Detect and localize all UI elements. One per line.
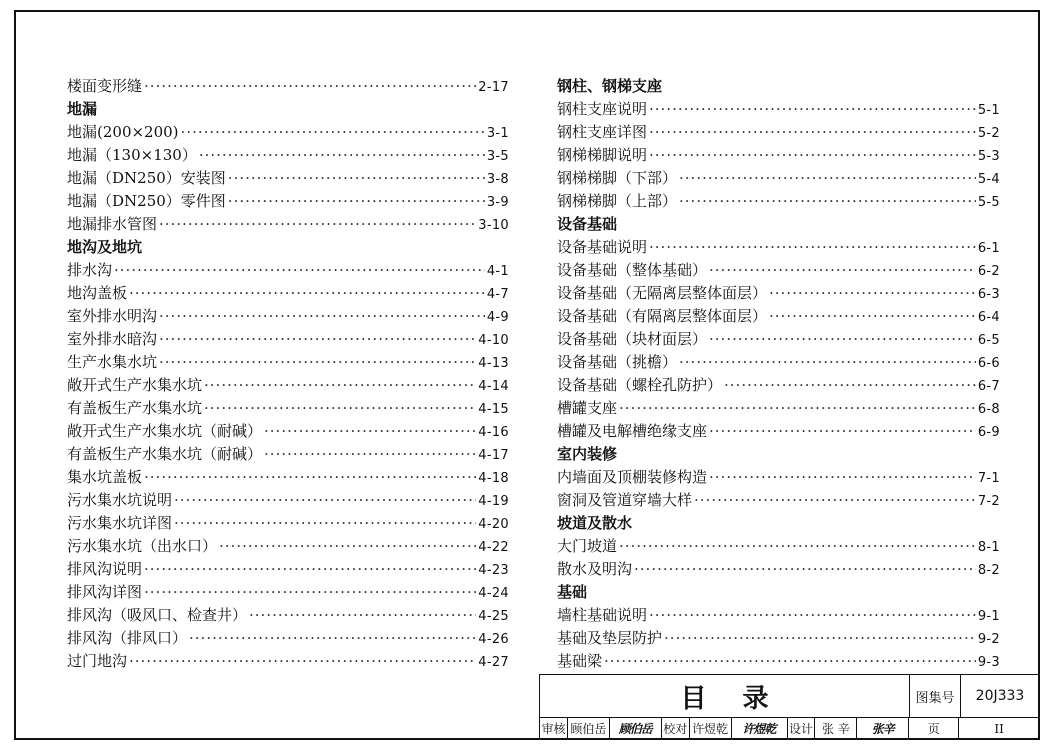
toc-entry-title: 设备基础（块材面层） [557,330,708,348]
toc-entry [67,604,509,627]
toc-entry-title: 基础梁 [557,652,603,670]
dot-leader [709,466,976,489]
toc-entry [67,466,509,489]
section-heading-text: 地漏 [67,100,98,118]
toc-entry [557,305,1000,328]
toc-entry [67,305,509,328]
dot-leader [228,167,485,190]
toc-right-column [557,75,1000,673]
dot-leader [204,397,476,420]
toc-entry-title: 室外排水暗沟 [67,330,158,348]
dot-leader [694,489,976,512]
dot-leader [709,328,976,351]
page-label: 页 [909,717,959,740]
toc-entry-title: 过门地沟 [67,652,128,670]
toc-entry-title: 敞开式生产水集水坑（耐碱） [67,422,263,440]
toc-entry-page: 4-13 [478,356,509,371]
toc-entry-page: 4-24 [478,586,509,601]
dot-leader [144,581,476,604]
dot-leader [619,397,976,420]
toc-entry-page: 6-6 [977,356,1000,371]
toc-entry-page: 5-5 [977,195,1000,210]
toc-entry [67,420,509,443]
toc-entry [67,397,509,420]
toc-entry [557,627,1000,650]
toc-entry [557,489,1000,512]
check-name: 许煜乾 [690,717,732,740]
toc-entry-title: 大门坡道 [557,537,618,555]
toc-entry [67,650,509,673]
toc-section-heading [67,98,509,121]
toc-entry-page: 4-16 [478,425,509,440]
title-block-set-label: 图集号 [910,675,961,717]
toc-entry-title: 排水沟 [67,261,113,279]
toc-entry [557,121,1000,144]
toc-entry-page: 6-5 [977,333,1000,348]
dot-leader [228,190,485,213]
toc-entry-title: 设备基础说明 [557,238,648,256]
toc-entry [557,236,1000,259]
design-name: 张 辛 [815,717,857,740]
toc-entry-page: 6-7 [977,379,1000,394]
toc-entry [67,489,509,512]
dot-leader [189,627,476,650]
title-block-title: 目录 [540,675,910,717]
dot-leader [769,305,976,328]
toc-entry [67,282,509,305]
toc-entry-page: 5-2 [977,126,1000,141]
toc-entry-page: 6-4 [977,310,1000,325]
section-heading-text: 坡道及散水 [557,514,633,532]
toc-entry-page: 7-1 [977,471,1000,486]
toc-entry [67,443,509,466]
toc-entry-page: 6-3 [977,287,1000,302]
dot-leader [649,236,976,259]
toc-entry-page: 7-2 [977,494,1000,509]
page-number: II [994,721,1004,736]
toc-entry-page: 6-8 [977,402,1000,417]
toc-entry-title: 槽罐支座 [557,399,618,417]
review-name: 顾伯岳 [568,717,610,740]
toc-entry [557,259,1000,282]
toc-entry [67,581,509,604]
toc-entry-title: 设备基础（有隔离层整体面层） [557,307,768,325]
toc-entry-title: 集水坑盖板 [67,468,143,486]
toc-entry-page: 4-22 [478,540,509,555]
dot-leader [144,466,476,489]
section-heading-text: 钢柱、钢梯支座 [557,77,663,95]
toc-entry [557,604,1000,627]
toc-entry-title: 有盖板生产水集水坑（耐碱） [67,445,263,463]
toc-entry-page: 4-20 [478,517,509,532]
dot-leader [159,213,476,236]
toc-section-heading [557,443,1000,466]
toc-entry-page: 5-3 [977,149,1000,164]
toc-entry-title: 槽罐及电解槽绝缘支座 [557,422,708,440]
section-heading-text: 室内装修 [557,445,618,463]
toc-entry-page: 6-2 [977,264,1000,279]
toc-entry-title: 地漏（130×130） [67,146,197,164]
toc-entry-title: 钢梯梯脚（下部） [557,169,678,187]
toc-entry [557,535,1000,558]
toc-entry [67,75,509,98]
toc-entry [67,167,509,190]
toc-entry-title: 基础及垫层防护 [557,629,663,647]
toc-entry [557,282,1000,305]
dot-leader [649,604,976,627]
title-block [539,674,1039,739]
toc-entry-page: 6-9 [977,425,1000,440]
toc-entry-page: 4-1 [486,264,509,279]
dot-leader [264,443,476,466]
toc-entry-page: 3-8 [486,172,509,187]
dot-leader [219,535,476,558]
toc-section-heading [67,236,509,259]
toc-entry [557,650,1000,673]
dot-leader [769,282,976,305]
title-block-sign-row [540,717,1039,740]
toc-entry [67,558,509,581]
dot-leader [634,558,976,581]
toc-entry-title: 地沟盖板 [67,284,128,302]
dot-leader [144,75,476,98]
toc-entry-title: 墙柱基础说明 [557,606,648,624]
toc-entry [557,144,1000,167]
toc-entry-page: 9-3 [977,655,1000,670]
toc-entry-title: 地漏排水管图 [67,215,158,233]
dot-leader [709,259,976,282]
toc-entry [67,512,509,535]
dot-leader [709,420,976,443]
toc-entry-page: 4-17 [478,448,509,463]
toc-entry-title: 设备基础（无隔离层整体面层） [557,284,768,302]
toc-entry-page: 4-7 [486,287,509,302]
toc-entry [67,259,509,282]
dot-leader [199,144,485,167]
toc-entry [67,328,509,351]
toc-entry-title: 地漏（DN250）零件图 [67,192,226,210]
toc-entry [67,144,509,167]
toc-entry-page: 4-23 [478,563,509,578]
toc-entry-page: 4-26 [478,632,509,647]
section-heading-text: 地沟及地坑 [67,238,143,256]
toc-entry-page: 8-2 [977,563,1000,578]
toc-entry-page: 4-10 [478,333,509,348]
toc-entry [67,351,509,374]
toc-entry [67,121,509,144]
toc-entry [557,190,1000,213]
toc-entry [67,627,509,650]
toc-section-heading [557,581,1000,604]
review-label: 审核 [540,717,568,740]
toc-entry-page: 8-1 [977,540,1000,555]
design-label: 设计 [788,717,816,740]
dot-leader [174,489,476,512]
toc-entry-title: 设备基础（螺栓孔防护） [557,376,723,394]
toc-entry-page: 4-25 [478,609,509,624]
toc-entry-page: 9-2 [977,632,1000,647]
toc-entry [67,213,509,236]
toc-entry-page: 2-17 [478,80,509,95]
toc-entry [557,351,1000,374]
title-block-top-row [540,675,1039,718]
dot-leader [249,604,476,627]
toc-entry-title: 排风沟（排风口） [67,629,188,647]
toc-entry [557,558,1000,581]
toc-entry-page: 4-14 [478,379,509,394]
dot-leader [679,351,976,374]
toc-entry-title: 钢梯梯脚（上部） [557,192,678,210]
toc-entry-title: 排风沟详图 [67,583,143,601]
toc-entry [557,374,1000,397]
review-signature: 顾伯岳 [610,717,662,740]
dot-leader [114,259,485,282]
toc-entry-title: 污水集水坑（出水口） [67,537,218,555]
dot-leader [604,650,976,673]
toc-entry-page: 5-4 [977,172,1000,187]
dot-leader [649,121,976,144]
dot-leader [129,282,485,305]
toc-entry [557,328,1000,351]
check-signature: 许煜乾 [732,717,788,740]
dot-leader [174,512,476,535]
toc-section-heading [557,512,1000,535]
dot-leader [619,535,976,558]
toc-entry [557,98,1000,121]
dot-leader [129,650,476,673]
toc-entry-page: 4-18 [478,471,509,486]
section-heading-text: 设备基础 [557,215,618,233]
toc-entry-title: 污水集水坑说明 [67,491,173,509]
dot-leader [649,98,976,121]
toc-entry [557,420,1000,443]
toc-entry-title: 设备基础（挑檐） [557,353,678,371]
toc-entry-title: 排风沟说明 [67,560,143,578]
toc-left-column [67,75,509,673]
toc-entry [557,167,1000,190]
toc-entry-page: 4-9 [486,310,509,325]
toc-entry [67,190,509,213]
dot-leader [159,328,476,351]
dot-leader [144,558,476,581]
toc-entry-page: 4-19 [478,494,509,509]
toc-entry-page: 9-1 [977,609,1000,624]
toc-entry-page: 3-10 [478,218,509,233]
dot-leader [664,627,976,650]
toc-entry-page: 4-15 [478,402,509,417]
toc-entry-page: 5-1 [977,103,1000,118]
design-signature: 张辛 [857,717,909,740]
toc-entry-title: 钢梯梯脚说明 [557,146,648,164]
dot-leader [181,121,485,144]
check-label: 校对 [662,717,690,740]
toc-entry-title: 内墙面及顶棚装修构造 [557,468,708,486]
dot-leader [204,374,476,397]
toc-entry-title: 敞开式生产水集水坑 [67,376,203,394]
toc-entry [557,397,1000,420]
toc-entry-title: 有盖板生产水集水坑 [67,399,203,417]
toc-entry-title: 设备基础（整体基础） [557,261,708,279]
toc-entry-title: 钢柱支座详图 [557,123,648,141]
toc-entry-page: 6-1 [977,241,1000,256]
toc-entry-page: 3-9 [486,195,509,210]
dot-leader [679,167,976,190]
toc-entry-title: 排风沟（吸风口、检查井） [67,606,248,624]
toc-entry-page: 3-1 [486,126,509,141]
toc-entry-title: 生产水集水坑 [67,353,158,371]
dot-leader [649,144,976,167]
toc-entry-title: 地漏(200×200) [67,123,179,141]
toc-entry-page: 3-5 [486,149,509,164]
section-heading-text: 基础 [557,583,588,601]
dot-leader [159,305,485,328]
dot-leader [724,374,976,397]
title-block-set-number: 20J333 [975,688,1025,704]
toc-entry [67,535,509,558]
toc-entry-title: 散水及明沟 [557,560,633,578]
toc-entry [67,374,509,397]
toc-entry-title: 污水集水坑详图 [67,514,173,532]
dot-leader [679,190,976,213]
toc-section-heading [557,75,1000,98]
toc-entry-title: 地漏（DN250）安装图 [67,169,226,187]
toc-entry-title: 窗洞及管道穿墙大样 [557,491,693,509]
toc-entry-page: 4-27 [478,655,509,670]
toc-entry-title: 钢柱支座说明 [557,100,648,118]
dot-leader [159,351,476,374]
dot-leader [264,420,476,443]
toc-entry-title: 室外排水明沟 [67,307,158,325]
toc-entry-title: 楼面变形缝 [67,77,143,95]
toc-entry [557,466,1000,489]
toc-section-heading [557,213,1000,236]
